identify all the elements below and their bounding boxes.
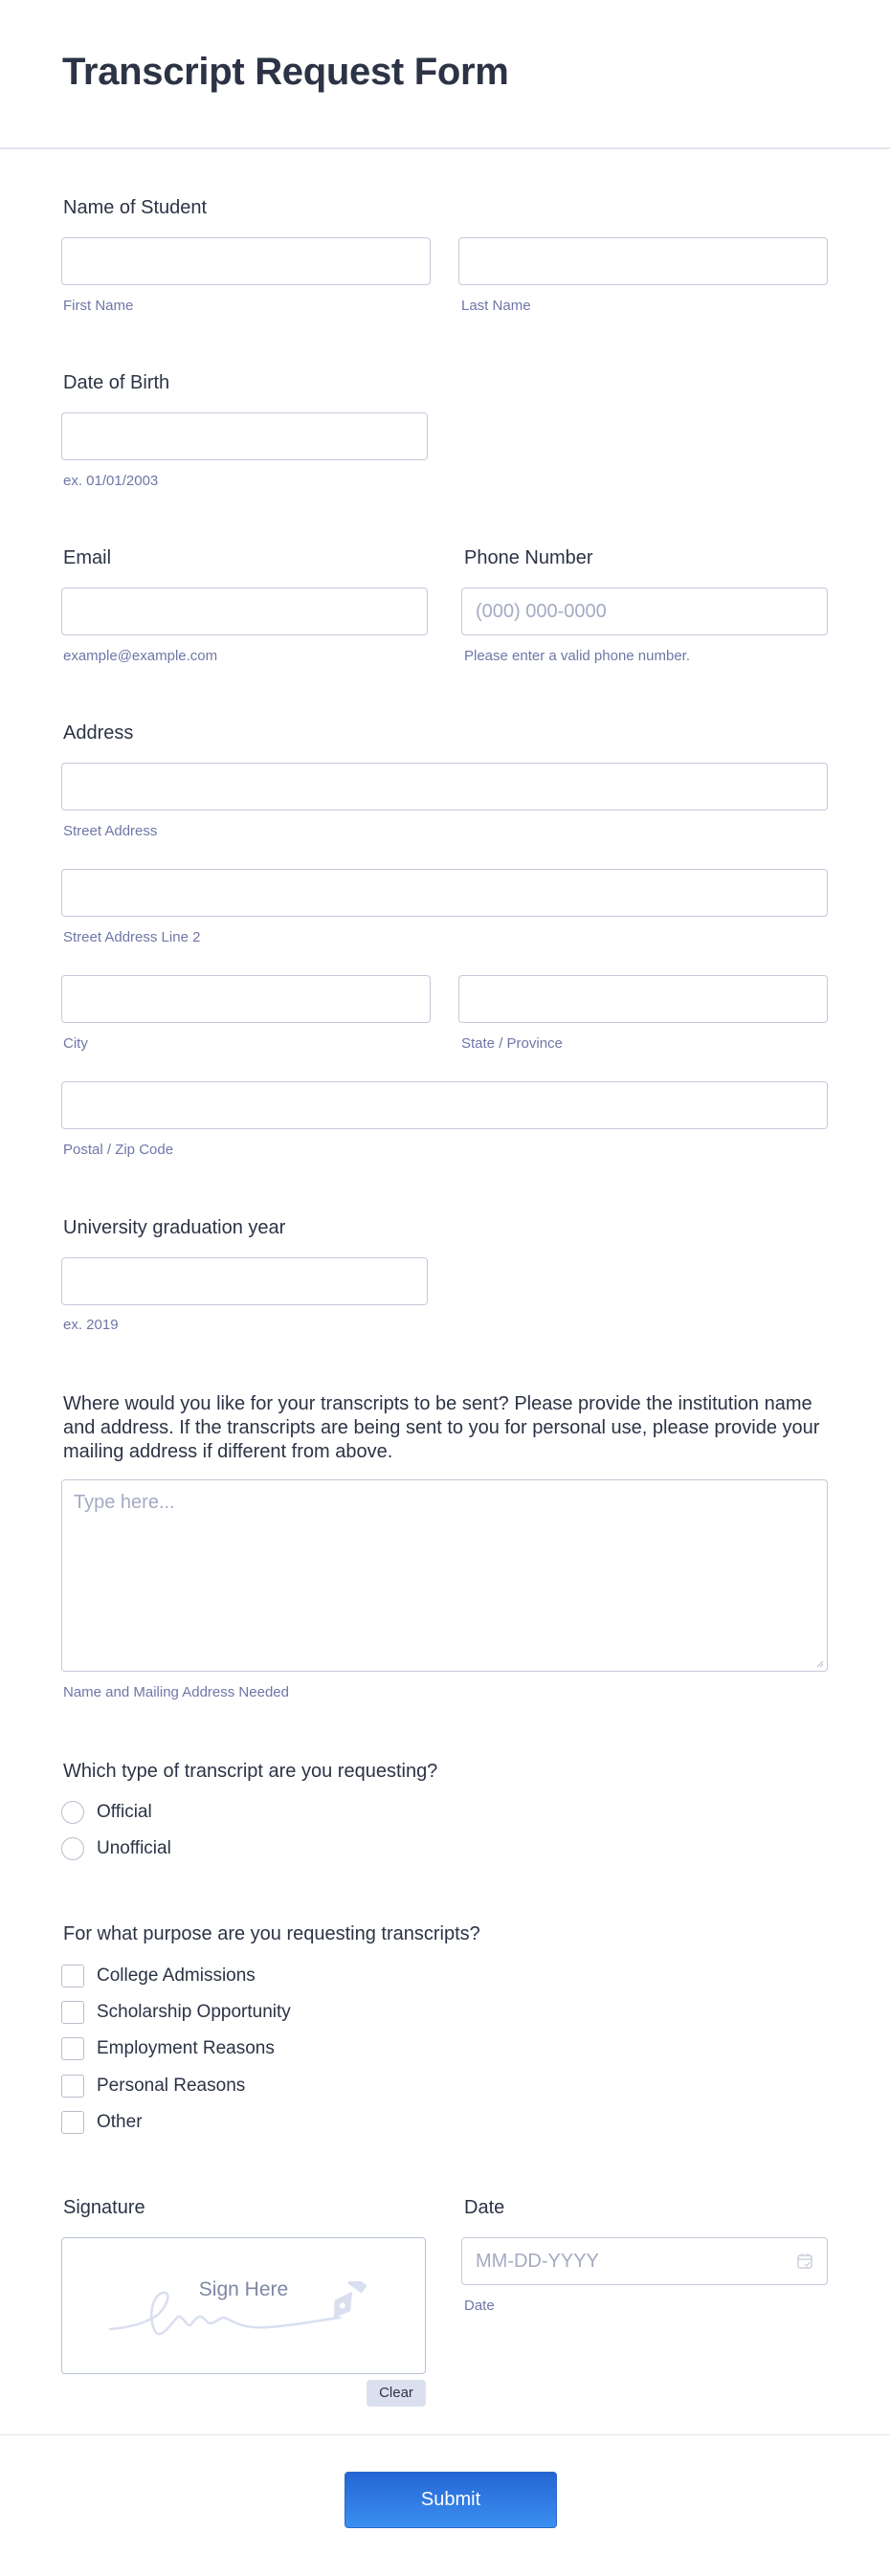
checkbox-college-admissions[interactable] <box>61 1965 84 1988</box>
first-name-input[interactable] <box>61 237 431 285</box>
date-input[interactable] <box>461 2237 828 2285</box>
signature-pad[interactable] <box>61 2237 426 2374</box>
destination-textarea[interactable] <box>61 1479 828 1672</box>
city-input[interactable] <box>61 975 431 1023</box>
state-sublabel: State / Province <box>461 1035 563 1052</box>
phone-input[interactable] <box>461 588 828 635</box>
checkbox-college-admissions-label[interactable]: College Admissions <box>97 1965 256 1986</box>
dob-input[interactable] <box>61 412 428 460</box>
clear-signature-button[interactable]: Clear <box>367 2380 426 2407</box>
form-header <box>0 0 890 149</box>
grad-year-input[interactable] <box>61 1257 428 1305</box>
phone-placeholder: (000) 000-0000 <box>476 601 607 622</box>
signature-label: Signature <box>63 2197 145 2218</box>
dob-label: Date of Birth <box>63 372 170 393</box>
last-name-input[interactable] <box>458 237 828 285</box>
destination-label: Where would you like for your transcripts to be sent? Please provide the institution name and address. If the transcripts are being sent to you for personal use, please provide your mailing address if different from above. <box>63 1393 820 1462</box>
checkbox-scholarship-label[interactable]: Scholarship Opportunity <box>97 2002 291 2022</box>
name-label: Name of Student <box>63 197 208 218</box>
zip-sublabel: Postal / Zip Code <box>63 1142 174 1158</box>
destination-placeholder: Type here... <box>74 1492 175 1513</box>
submit-button[interactable]: Submit <box>345 2472 557 2528</box>
checkbox-other[interactable] <box>61 2111 84 2134</box>
calendar-icon[interactable] <box>796 2253 813 2270</box>
state-input[interactable] <box>458 975 828 1023</box>
radio-unofficial-label[interactable]: Unofficial <box>97 1838 171 1858</box>
city-sublabel: City <box>63 1035 88 1052</box>
radio-unofficial[interactable] <box>61 1837 84 1860</box>
footer-divider <box>0 2434 890 2435</box>
grad-year-label: University graduation year <box>63 1217 286 1238</box>
street-address-sublabel: Street Address <box>63 823 158 839</box>
date-placeholder: MM-DD-YYYY <box>476 2251 599 2272</box>
destination-sublabel: Name and Mailing Address Needed <box>63 1684 289 1700</box>
checkbox-scholarship[interactable] <box>61 2001 84 2024</box>
purpose-label: For what purpose are you requesting transcripts? <box>63 1923 480 1944</box>
radio-official[interactable] <box>61 1801 84 1824</box>
first-name-sublabel: First Name <box>63 298 134 314</box>
checkbox-other-label[interactable]: Other <box>97 2112 143 2132</box>
street-address-line2-sublabel: Street Address Line 2 <box>63 929 201 945</box>
radio-official-label[interactable]: Official <box>97 1802 152 1822</box>
date-label: Date <box>464 2197 505 2218</box>
street-address-input[interactable] <box>61 763 828 811</box>
checkbox-employment[interactable] <box>61 2037 84 2060</box>
checkbox-personal-label[interactable]: Personal Reasons <box>97 2076 246 2096</box>
transcript-type-label: Which type of transcript are you requesting? <box>63 1761 438 1782</box>
phone-label: Phone Number <box>464 547 593 568</box>
email-input[interactable] <box>61 588 428 635</box>
email-sublabel: example@example.com <box>63 648 218 664</box>
address-label: Address <box>63 722 134 744</box>
last-name-sublabel: Last Name <box>461 298 531 314</box>
checkbox-employment-label[interactable]: Employment Reasons <box>97 2038 275 2058</box>
grad-year-sublabel: ex. 2019 <box>63 1317 119 1333</box>
date-sublabel: Date <box>464 2298 495 2314</box>
page-title: Transcript Request Form <box>62 51 509 93</box>
email-label: Email <box>63 547 112 568</box>
checkbox-personal[interactable] <box>61 2075 84 2098</box>
phone-sublabel: Please enter a valid phone number. <box>464 648 690 664</box>
resize-handle-icon[interactable] <box>816 1660 824 1668</box>
street-address-line2-input[interactable] <box>61 869 828 917</box>
dob-sublabel: ex. 01/01/2003 <box>63 473 159 489</box>
sign-here-placeholder: Sign Here <box>198 2278 289 2300</box>
zip-input[interactable] <box>61 1081 828 1129</box>
